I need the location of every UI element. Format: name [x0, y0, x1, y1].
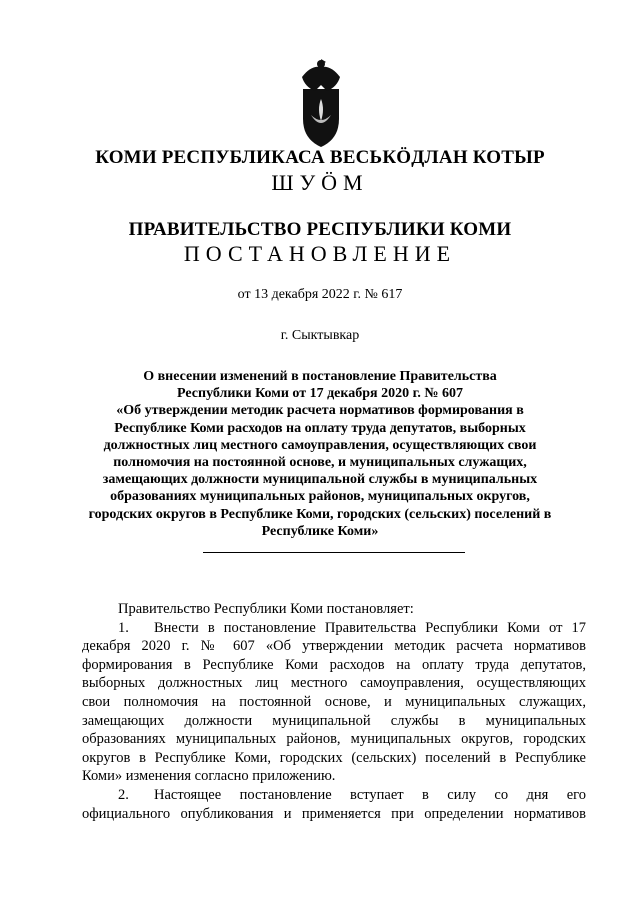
title-line: полномочия на постоянной основе, и муниципальных служащих, — [113, 455, 527, 471]
title-line: Республике Коми» — [261, 523, 379, 539]
body-intro: Правительство Республики Коми постановляет: — [118, 601, 414, 617]
title-line: городских округов в Республике Коми, городских (сельских) поселений в — [88, 506, 552, 522]
title-line: О внесении изменений в постановление Правительства — [143, 369, 497, 384]
komi-coat-of-arms-icon — [297, 55, 345, 149]
body-line: формирования в Республике Коми расходов на оплату труда депутатов, — [82, 656, 586, 673]
document-city: г. Сыктывкар — [280, 328, 360, 343]
item-2-first-line — [82, 786, 586, 805]
org-name-ru: ПРАВИТЕЛЬСТВО РЕСПУБЛИКИ КОМИ — [128, 219, 512, 240]
document-date-number: от 13 декабря 2022 г. № 617 — [237, 287, 403, 302]
title-line: Республики Коми от 17 декабря 2020 г. № 607 — [177, 386, 463, 402]
title-line: должностных лиц местного самоуправления, осуществляющих свои — [103, 437, 537, 453]
body-line: выборных должностных лиц местного самоуправления, осуществляющих — [82, 675, 586, 692]
org-name-komi: КОМИ РЕСПУБЛИКАСА ВЕСЬКÖДЛАН КОТЫР — [95, 147, 545, 168]
body-line: Коми» изменения согласно приложению. — [82, 768, 336, 785]
item-2-number: 2. — [118, 786, 129, 803]
title-divider — [203, 552, 465, 553]
body-line: Внести в постановление Правительства Республики Коми от 17 — [154, 619, 586, 636]
doc-type-ru: ПОСТАНОВЛЕНИЕ — [183, 241, 457, 266]
body-line: образованиях муниципальных районов, муниципальных округов, городских — [82, 731, 586, 748]
title-line: замещающих должности муниципальной службы в муниципальных — [102, 472, 538, 488]
body-line: официального опубликования и применяется при определении нормативов — [82, 805, 586, 822]
title-line: «Об утверждении методик расчета нормативов формирования в — [116, 403, 524, 419]
body-line: декабря 2020 г. № 607 «Об утверждении методик расчета нормативов — [82, 638, 586, 655]
body-line: Настоящее постановление вступает в силу со дня его — [154, 786, 586, 803]
doc-type-komi: ШУÖМ — [271, 170, 369, 195]
body-line: округов в Республике Коми, городских (сельских) поселений в Республике — [82, 749, 586, 766]
document-title — [70, 368, 570, 540]
item-1-first-line — [82, 619, 586, 638]
body-line: свои полномочия на постоянной основе, и муниципальных служащих, — [82, 693, 586, 710]
title-line: Республике Коми расходов на оплату труда депутатов, выборных — [114, 420, 526, 436]
title-line: образованиях муниципальных районов, муниципальных округов, — [110, 489, 530, 505]
document-body — [82, 600, 586, 823]
item-1-number: 1. — [118, 619, 129, 636]
body-line: замещающих должности муниципальной службы в муниципальных — [82, 712, 586, 729]
